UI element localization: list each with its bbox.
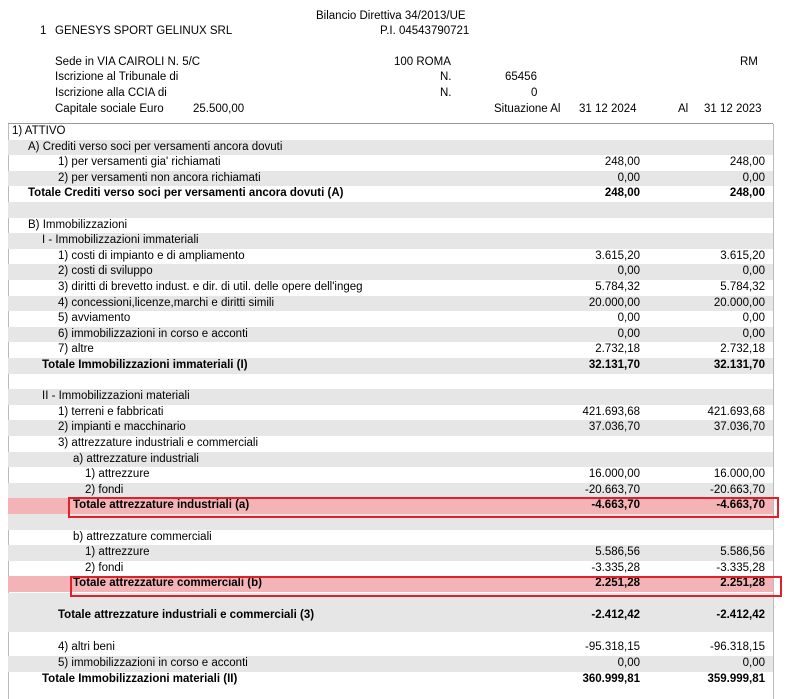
table-row <box>8 374 773 390</box>
value-previous: -3.335,28 <box>716 561 765 574</box>
table-row <box>8 218 773 234</box>
table-row <box>8 608 773 624</box>
value-current: 248,00 <box>604 187 640 200</box>
table-row <box>8 249 773 265</box>
value-current: 2.251,28 <box>595 577 640 590</box>
sede-city: 100 ROMA <box>394 56 451 68</box>
value-previous: 2.251,28 <box>720 577 765 590</box>
value-previous: 0,00 <box>742 657 765 669</box>
date-current: 31 12 2024 <box>579 103 637 115</box>
row-label: 3) attrezzature industriali e commerciali <box>58 437 259 449</box>
value-previous: 5.586,56 <box>720 546 765 559</box>
value-current: 0,00 <box>617 657 640 669</box>
table-row <box>8 186 773 202</box>
directive-title: Bilancio Direttiva 34/2013/UE <box>316 10 466 22</box>
value-previous: 248,00 <box>729 156 765 169</box>
table-right-border <box>773 124 774 699</box>
value-previous: 421.693,68 <box>707 405 765 418</box>
table-row <box>8 640 773 656</box>
value-previous: -20.663,70 <box>710 483 765 496</box>
value-previous: 3.615,20 <box>720 249 765 262</box>
value-current: -2.412,42 <box>591 609 640 621</box>
table-row <box>8 342 773 358</box>
value-previous: 0,00 <box>742 327 765 340</box>
capitale-label: Capitale sociale Euro <box>55 103 164 115</box>
value-previous: 0,00 <box>742 171 765 184</box>
value-current: 3.615,20 <box>595 249 640 262</box>
value-previous: 16.000,00 <box>713 468 765 481</box>
row-label: 1) attrezzure <box>85 546 150 559</box>
highlight-box-industriali <box>68 497 779 518</box>
row-label: Totale Crediti verso soci per versamenti ancora dovuti (A) <box>28 187 344 200</box>
row-label: 1) per versamenti gia' richiamati <box>58 156 221 169</box>
row-label: a) attrezzature industriali <box>73 452 199 465</box>
tribunale-n: N. <box>440 71 452 83</box>
value-previous: -96.318,15 <box>710 641 765 653</box>
value-current: 0,00 <box>617 265 640 278</box>
value-previous: 248,00 <box>729 187 765 200</box>
row-label: 1) costi di impianto e di ampliamento <box>58 249 245 262</box>
table-row <box>8 233 773 249</box>
value-current: -20.663,70 <box>585 483 640 496</box>
table-row <box>8 672 773 688</box>
table-row <box>8 467 773 483</box>
value-previous: 0,00 <box>742 265 765 278</box>
row-label: Totale attrezzature industriali (a) <box>73 499 250 512</box>
row-label: 6) immobilizzazioni in corso e acconti <box>58 327 248 340</box>
al-label: Al <box>678 103 689 115</box>
value-current: 0,00 <box>617 327 640 340</box>
table-row <box>8 389 773 405</box>
sede-label: Sede in VIA CAIROLI N. 5/C <box>55 56 201 68</box>
highlight-box-commerciali <box>70 576 782 597</box>
row-label: 2) impianti e macchinario <box>58 421 186 434</box>
date-previous: 31 12 2023 <box>704 103 762 115</box>
row-label: Totale attrezzature industriali e commerciali (3) <box>58 609 315 621</box>
table-row <box>8 311 773 327</box>
row-label: 4) concessioni,licenze,marchi e diritti simili <box>58 296 275 309</box>
row-label: B) Immobilizzazioni <box>28 218 128 231</box>
table-row <box>8 420 773 436</box>
row-label: b) attrezzature commerciali <box>73 530 212 543</box>
table-row <box>8 545 773 561</box>
row-label: 4) altri beni <box>58 641 115 653</box>
row-label: I - Immobilizzazioni immateriali <box>42 234 199 247</box>
tribunale-label: Iscrizione al Tribunale di <box>55 71 179 83</box>
value-current: -95.318,15 <box>585 641 640 653</box>
value-previous: -2.412,42 <box>716 609 765 621</box>
company-name: GENESYS SPORT GELINUX SRL <box>55 25 233 37</box>
value-previous: 5.784,32 <box>720 281 765 293</box>
table-row <box>8 202 773 218</box>
partita-iva: P.I. 04543790721 <box>380 25 470 37</box>
value-current: -3.335,28 <box>591 561 640 574</box>
value-current: 16.000,00 <box>588 468 640 481</box>
row-label: 5) immobilizzazioni in corso e acconti <box>58 657 248 669</box>
value-previous: -4.663,70 <box>716 499 765 512</box>
row-label: 2) per versamenti non ancora richiamati <box>58 171 261 184</box>
row-label: 7) altre <box>58 343 94 356</box>
row-label: Totale Immobilizzazioni immateriali (I) <box>42 359 248 371</box>
table-row <box>8 561 773 577</box>
row-label: A) Crediti verso soci per versamenti ancora dovuti <box>28 140 283 153</box>
row-label: 1) ATTIVO <box>12 125 66 137</box>
sede-province: RM <box>740 56 758 68</box>
row-label: II - Immobilizzazioni materiali <box>42 390 190 403</box>
value-previous: 20.000,00 <box>713 296 765 309</box>
ccia-value: 0 <box>531 87 538 99</box>
value-current: 2.732,18 <box>595 343 640 356</box>
table-row <box>8 327 773 343</box>
table-row <box>8 155 773 171</box>
company-number: 1 <box>40 25 47 37</box>
row-label: 2) costi di sviluppo <box>58 265 153 278</box>
table-row <box>8 296 773 312</box>
table-row <box>8 656 773 672</box>
table-row <box>8 124 773 140</box>
row-label: Totale Immobilizzazioni materiali (II) <box>42 673 238 685</box>
row-label: 3) diritti di brevetto indust. e dir. di util. delle opere dell'ingeg <box>58 281 363 293</box>
value-current: 0,00 <box>617 171 640 184</box>
table-row <box>8 530 773 546</box>
value-previous: 0,00 <box>742 312 765 325</box>
situazione-label: Situazione Al <box>494 103 561 115</box>
value-previous: 2.732,18 <box>720 343 765 356</box>
row-label: 2) fondi <box>85 483 124 496</box>
value-current: 5.784,32 <box>595 281 640 293</box>
value-previous: 359.999,81 <box>707 673 765 685</box>
table-row <box>8 280 773 296</box>
table-row <box>8 405 773 421</box>
value-previous: 32.131,70 <box>713 359 765 371</box>
row-label: 5) avviamento <box>58 312 131 325</box>
value-current: 32.131,70 <box>588 359 640 371</box>
table-row <box>8 436 773 452</box>
value-current: 360.999,81 <box>582 673 640 685</box>
row-label: 2) fondi <box>85 561 124 574</box>
value-current: 0,00 <box>617 312 640 325</box>
row-label: 1) terreni e fabbricati <box>58 405 164 418</box>
capitale-value: 25.500,00 <box>193 103 245 115</box>
table-row <box>8 452 773 468</box>
table-row <box>8 264 773 280</box>
value-current: 248,00 <box>604 156 640 169</box>
ccia-n: N. <box>440 87 452 99</box>
value-current: 421.693,68 <box>582 405 640 418</box>
row-label: Totale attrezzature commerciali (b) <box>73 577 262 590</box>
tribunale-value: 65456 <box>505 71 537 83</box>
value-current: 20.000,00 <box>588 296 640 309</box>
value-current: 37.036,70 <box>588 421 640 434</box>
value-current: -4.663,70 <box>591 499 640 512</box>
value-current: 5.586,56 <box>595 546 640 559</box>
table-row <box>8 140 773 156</box>
value-previous: 37.036,70 <box>713 421 765 434</box>
table-row <box>8 358 773 374</box>
ccia-label: Iscrizione alla CCIA di <box>55 87 167 99</box>
row-label: 1) attrezzure <box>85 468 150 481</box>
table-row <box>8 171 773 187</box>
